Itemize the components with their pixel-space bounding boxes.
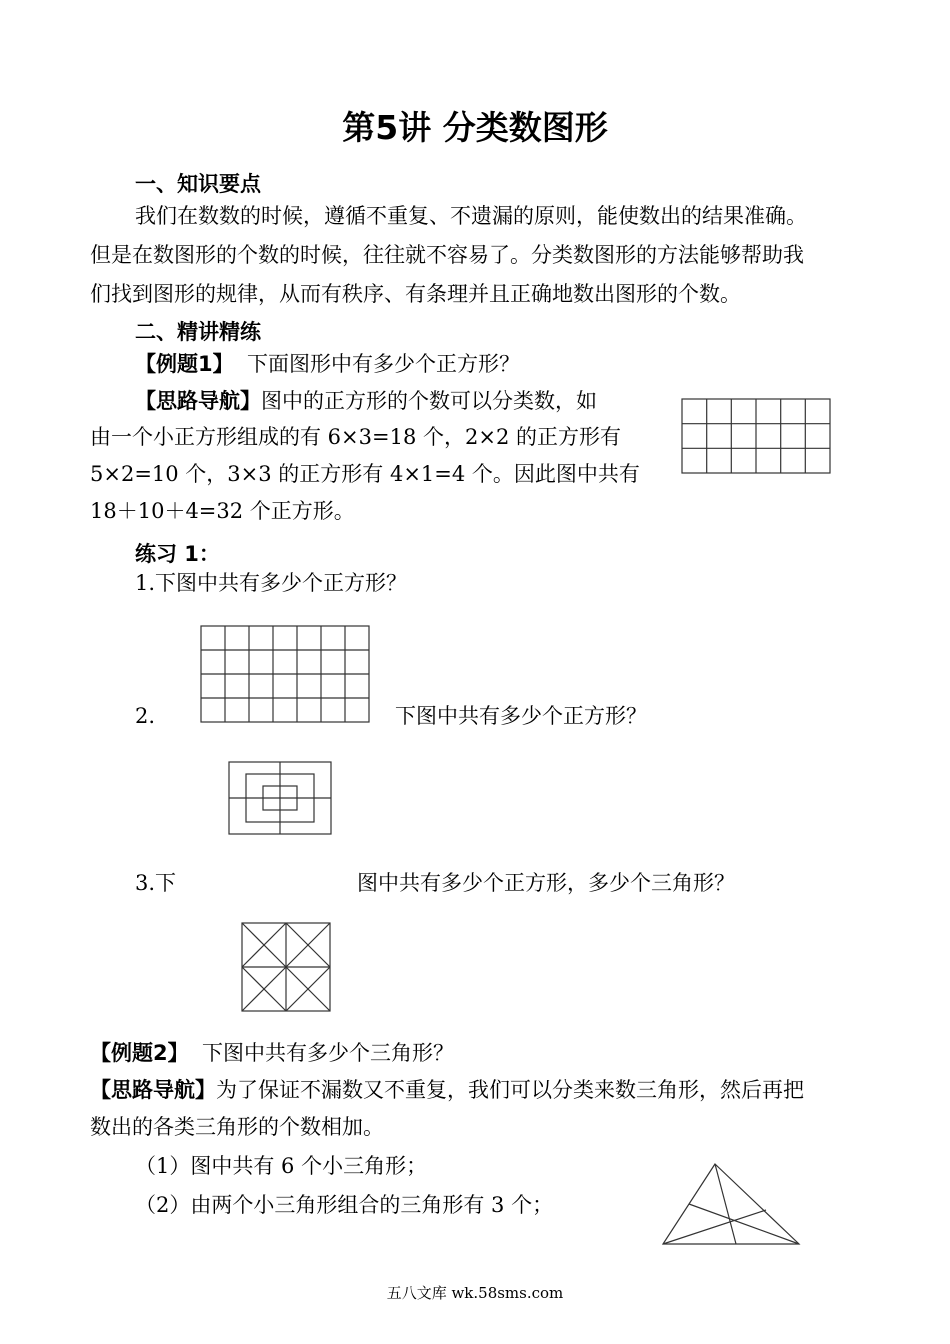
example2-hint-label: 【思路导航】 (90, 1078, 216, 1102)
hint-line: 由一个小正方形组成的有 6×3=18 个，2×2 的正方形有 (90, 425, 621, 449)
example1-label: 【例题1】 (135, 352, 234, 376)
footer-watermark: 五八文库 wk.58sms.com (386, 1284, 564, 1302)
example2-triangle-figure (660, 1160, 802, 1248)
hint-line: 5×2=10 个，3×3 的正方形有 4×1=4 个。因此图中共有 (90, 462, 640, 486)
example1-grid-figure (681, 398, 833, 476)
practice-q2-number: 2. (135, 704, 156, 728)
page-title: 第5讲 分类数图形 (342, 108, 608, 147)
paragraph-line: 我们在数数的时候，遵循不重复、不遗漏的原则，能使数出的结果准确。 (135, 204, 807, 228)
example2-line (90, 1033, 454, 1073)
practice-heading: 练习 1： (135, 542, 220, 566)
example1-line (135, 344, 520, 384)
practice-q1: 1.下图中共有多少个正方形？ (135, 571, 408, 595)
example2-step: （2）由两个小三角形组合的三角形有 3 个； (135, 1193, 554, 1217)
hint-line: 18＋10＋4=32 个正方形。 (90, 499, 355, 523)
practice-q2: 下图中共有多少个正方形？ (395, 704, 647, 728)
practice2-nested-squares (228, 761, 334, 835)
example1-hint-label: 【思路导航】 (135, 389, 261, 413)
practice1-grid-figure (200, 625, 371, 724)
paragraph-line: 但是在数图形的个数的时候，往往就不容易了。分类数图形的方法能够帮助我 (90, 243, 804, 267)
practice-q3-number: 3.下 (135, 871, 177, 895)
example2-question: 下图中共有多少个三角形？ (201, 1041, 454, 1065)
example1-question: 下面图形中有多少个正方形？ (246, 352, 520, 376)
section-heading-knowledge: 一、知识要点 (135, 172, 261, 196)
example2-label: 【例题2】 (90, 1041, 189, 1065)
hint-line: 图中的正方形的个数可以分类数，如 (261, 389, 597, 413)
example2-hint-line (90, 1070, 804, 1110)
section-heading-practice: 二、精讲精练 (135, 320, 261, 344)
example2-step: （1）图中共有 6 个小三角形； (135, 1154, 428, 1178)
hint-line: 为了保证不漏数又不重复，我们可以分类来数三角形，然后再把 (216, 1078, 804, 1102)
example1-hint-line (135, 381, 597, 421)
practice-q3: 图中共有多少个正方形，多少个三角形？ (357, 871, 735, 895)
hint-line: 数出的各类三角形的个数相加。 (90, 1115, 384, 1139)
paragraph-line: 们找到图形的规律，从而有秩序、有条理并且正确地数出图形的个数。 (90, 282, 741, 306)
practice3-diagonal-grid-figure (241, 922, 333, 1014)
